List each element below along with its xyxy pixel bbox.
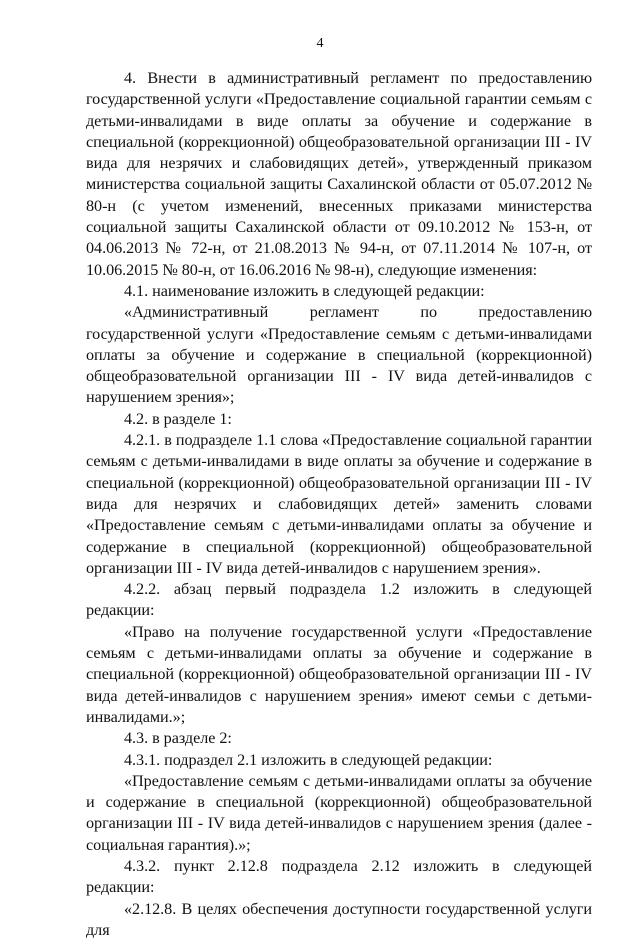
paragraph-quote-2-12-8: «2.12.8. В целях обеспечения доступности государственной услуги для [86, 899, 592, 939]
paragraph-item-4-3-1: 4.3.1. подраздел 2.1 изложить в следующей редакции: [124, 750, 493, 769]
paragraph-item-4-2: 4.2. в разделе 1: [124, 409, 232, 428]
paragraph-quote-2-1: «Предоставление семьям с детьми-инвалидами оплаты за обучение и содержание в специальной (коррекционной) общеобразовательной организации III - IV вида детей-инвалидов с нарушением зрения (далее - социальная гарантия).»; [86, 771, 592, 854]
document-body [86, 68, 592, 941]
paragraph-quote-right: «Право на получение государственной услуги «Предоставление семьям с детьми-инвалидами оплаты за обучение и содержание в специальной (коррекционной) общеобразовательной организации III - IV вида детей-инвалидов с нарушением зрения» имеют семьи с детьми-инвалидами.»; [86, 622, 592, 726]
paragraph-item-4-3: 4.3. в разделе 2: [124, 729, 232, 748]
paragraph-item-4-3-2: 4.3.2. пункт 2.12.8 подраздела 2.12 изложить в следующей редакции: [86, 856, 592, 897]
paragraph-quote-title: «Административный регламент по предоставлению государственной услуги «Предоставление семьям с детьми-инвалидами оплаты за обучение и содержание в специальной (коррекционной) общеобразовательной организации III - IV вида детей-инвалидов с нарушением зрения»; [86, 303, 592, 407]
paragraph-item-4-2-2: 4.2.2. абзац первый подраздела 1.2 изложить в следующей редакции: [86, 580, 592, 620]
page-number: 4 [316, 36, 324, 51]
paragraph-item-4-1: 4.1. наименование изложить в следующей редакции: [124, 281, 485, 300]
paragraph-item-4-2-1: 4.2.1. в подразделе 1.1 слова «Предоставление социальной гарантии семьям с детьми-инвалидами в виде оплаты за обучение и содержание в специальной (коррекционной) общеобразовательной организации III - IV вида для незрячих и слабовидящих детей» заменить словами «Предоставление семьям с детьми-инвалидами оплаты за обучение и содержание в специальной (коррекционной) общеобразовательной организации III - IV вида детей-инвалидов с нарушением зрения». [86, 431, 592, 577]
paragraph-item-4: 4. Внести в административный регламент по предоставлению государственной услуги «Предоставление социальной гарантии семьям с детьми-инвалидами в виде оплаты за обучение и содержание в специальной (коррекционной) общеобразовательной организации III - IV вида для незрячих и слабовидящих детей», утвержденный приказом министерства социальной защиты Сахалинской области от 05.07.2012 № 80-н (с учетом изменений, внесенных приказами министерства социальной защиты Сахалинской области от 09.10.2012 № 153-н, от 04.06.2013 № 72-н, от 21.08.2013 № 94-н, от 07.11.2014 № 107-н, от 10.06.2015 № 80-н, от 16.06.2016 № 98-н), следующие изменения: [86, 69, 592, 279]
